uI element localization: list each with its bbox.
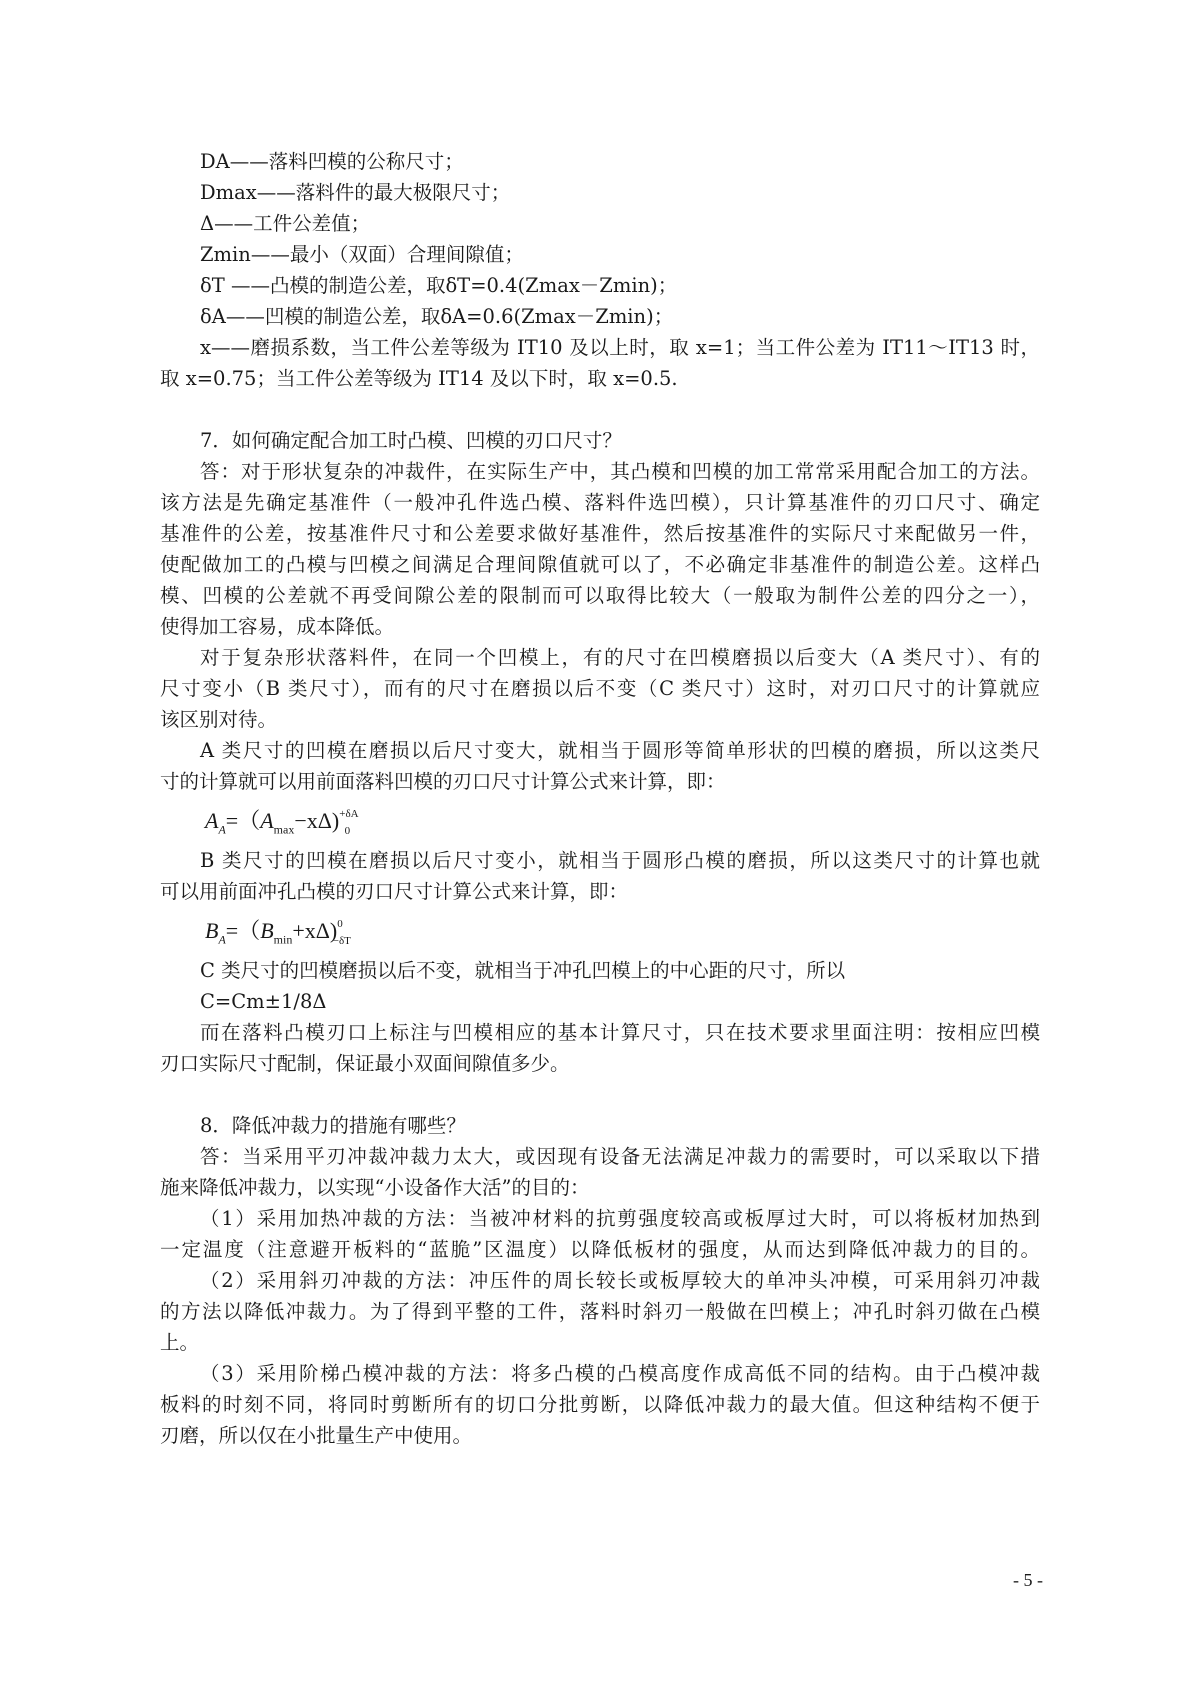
question-7-paragraph-5: C 类尺寸的凹模磨损以后不变，就相当于冲孔凹模上的中心距的尺寸，所以 bbox=[200, 959, 846, 982]
formula-b: $B_A=(B_{min}+x\Delta)^0_{-\delta T}$ bbox=[205, 918, 351, 947]
text-line: （1）采用加热冲裁的方法：当被冲材料的抗剪强度较高或板厚过大时，可以将板材加热到 bbox=[200, 1207, 1040, 1230]
definition-line: δA——凹模的制造公差，取δA=0.6(Zmax－Zmin)； bbox=[200, 305, 674, 328]
text-line: 使得加工容易，成本降低。 bbox=[160, 615, 395, 638]
formula-c: C=Cm±1/8Δ bbox=[200, 990, 327, 1013]
definition-line: Dmax——落料件的最大极限尺寸； bbox=[200, 181, 511, 204]
definition-line: x——磨损系数，当工件公差等级为 IT10 及以上时，取 x=1；当工件公差为 IT11～IT13 时， bbox=[200, 336, 1040, 359]
formula-a: $A_A=(A_{max}-x\Delta)^{+\delta A}_0$ bbox=[205, 808, 359, 837]
question-7-paragraph-3 bbox=[160, 735, 1040, 797]
page-body bbox=[160, 146, 1040, 1451]
question-8-paragraph-2 bbox=[160, 1203, 1040, 1265]
definition-line: Zmin——最小（双面）合理间隙值； bbox=[200, 243, 524, 266]
text-line: （3）采用阶梯凸模冲裁的方法：将多凸模的凸模高度作成高低不同的结构。由于凸模冲裁 bbox=[200, 1362, 1040, 1385]
question-8-paragraph-3 bbox=[160, 1265, 1040, 1358]
text-line: 上。 bbox=[160, 1331, 200, 1354]
text-line: 该方法是先确定基准件（一般冲孔件选凸模、落料件选凹模），只计算基准件的刃口尺寸、确定 bbox=[160, 491, 1040, 514]
text-line: 尺寸变小（B 类尺寸），而有的尺寸在磨损以后不变（C 类尺寸）这时，对刃口尺寸的计算就应 bbox=[160, 677, 1040, 700]
text-line: 该区别对待。 bbox=[160, 708, 278, 731]
text-line: 模、凹模的公差就不再受间隙公差的限制而可以取得比较大（一般取为制件公差的四分之一）， bbox=[160, 584, 1040, 607]
text-line: 使配做加工的凸模与凹模之间满足合理间隙值就可以了，不必确定非基准件的制造公差。这样凸 bbox=[160, 553, 1040, 576]
text-line: 答：当采用平刃冲裁冲裁力太大，或因现有设备无法满足冲裁力的需要时，可以采取以下措 bbox=[200, 1145, 1040, 1168]
question-8-paragraph-1 bbox=[160, 1141, 1040, 1203]
definition-list bbox=[160, 146, 1040, 394]
definition-line: DA——落料凹模的公称尺寸； bbox=[200, 150, 464, 173]
text-line: 刃磨，所以仅在小批量生产中使用。 bbox=[160, 1424, 473, 1447]
text-line: 答：对于形状复杂的冲裁件，在实际生产中，其凸模和凹模的加工常常采用配合加工的方法。 bbox=[200, 460, 1040, 483]
question-7-paragraph-4 bbox=[160, 845, 1040, 907]
definition-line: Δ——工件公差值； bbox=[200, 212, 371, 235]
text-line: 板料的时刻不同，将同时剪断所有的切口分批剪断，以降低冲裁力的最大值。但这种结构不便于 bbox=[160, 1393, 1040, 1416]
definition-line: δT ——凸模的制造公差，取δT=0.4(Zmax－Zmin)； bbox=[200, 274, 678, 297]
question-8-paragraph-4 bbox=[160, 1358, 1040, 1451]
question-8-title: 8．降低冲裁力的措施有哪些？ bbox=[200, 1114, 466, 1137]
question-7-paragraph-6 bbox=[160, 1017, 1040, 1079]
text-line: B 类尺寸的凹模在磨损以后尺寸变小，就相当于圆形凸模的磨损，所以这类尺寸的计算也就 bbox=[200, 849, 1040, 872]
text-line: 一定温度（注意避开板料的“蓝脆”区温度）以降低板材的强度，从而达到降低冲裁力的目的。 bbox=[160, 1238, 1040, 1261]
question-7-title: 7．如何确定配合加工时凸模、凹模的刃口尺寸？ bbox=[200, 429, 622, 452]
text-line: A 类尺寸的凹模在磨损以后尺寸变大，就相当于圆形等简单形状的凹模的磨损，所以这类尺 bbox=[200, 739, 1040, 762]
definition-line: 取 x=0.75；当工件公差等级为 IT14 及以下时，取 x=0.5. bbox=[160, 367, 678, 390]
text-line: 寸的计算就可以用前面落料凹模的刃口尺寸计算公式来计算，即： bbox=[160, 770, 726, 793]
question-7-paragraph-1 bbox=[160, 456, 1040, 642]
page-number: - 5 - bbox=[1013, 1570, 1043, 1590]
text-line: （2）采用斜刃冲裁的方法：冲压件的周长较长或板厚较大的单冲头冲模，可采用斜刃冲裁 bbox=[200, 1269, 1040, 1292]
text-line: 施来降低冲裁力，以实现“小设备作大活”的目的： bbox=[160, 1176, 590, 1199]
text-line: 对于复杂形状落料件，在同一个凹模上，有的尺寸在凹模磨损以后变大（A 类尺寸）、有的 bbox=[200, 646, 1040, 669]
text-line: 而在落料凸模刃口上标注与凹模相应的基本计算尺寸，只在技术要求里面注明：按相应凹模 bbox=[200, 1021, 1040, 1044]
text-line: 基准件的公差，按基准件尺寸和公差要求做好基准件，然后按基准件的实际尺寸来配做另一件， bbox=[160, 522, 1040, 545]
question-7-paragraph-2 bbox=[160, 642, 1040, 735]
text-line: 的方法以降低冲裁力。为了得到平整的工件，落料时斜刃一般做在凹模上；冲孔时斜刃做在凸模 bbox=[160, 1300, 1040, 1323]
text-line: 刃口实际尺寸配制，保证最小双面间隙值多少。 bbox=[160, 1052, 570, 1075]
text-line: 可以用前面冲孔凸模的刃口尺寸计算公式来计算，即： bbox=[160, 880, 629, 903]
